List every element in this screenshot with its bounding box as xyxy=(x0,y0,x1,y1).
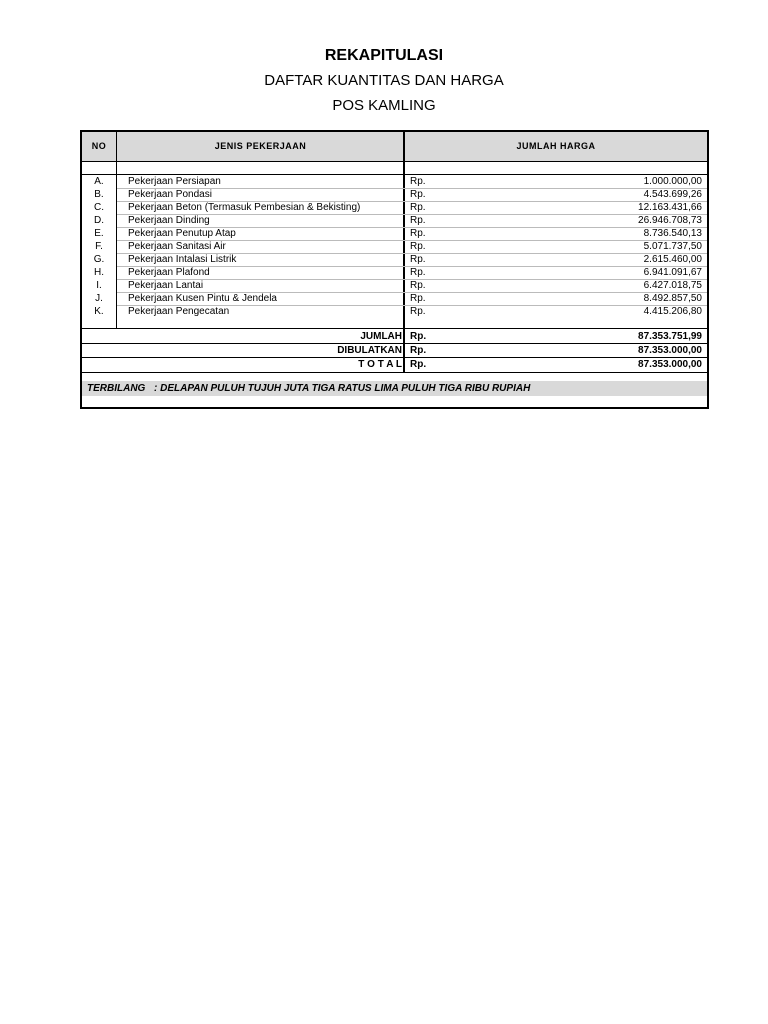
row-divider xyxy=(82,328,707,329)
project-name: POS KAMLING xyxy=(332,97,436,114)
row-number: E. xyxy=(94,228,104,239)
row-divider xyxy=(82,372,707,373)
row-number: A. xyxy=(94,176,104,187)
table-row xyxy=(82,201,707,214)
row-number: D. xyxy=(94,215,104,226)
summary-dibulatkan xyxy=(82,344,707,357)
row-number: H. xyxy=(94,267,104,278)
summary-jumlah xyxy=(82,330,707,343)
dibulatkan-amount: 87.353.000,00 xyxy=(638,345,702,356)
work-item-name: Pekerjaan Pondasi xyxy=(128,189,212,200)
currency-label: Rp. xyxy=(410,215,426,226)
currency-label: Rp. xyxy=(410,202,426,213)
currency-label: Rp. xyxy=(410,331,427,342)
item-amount: 8.492.857,50 xyxy=(643,293,702,304)
document-subtitle: DAFTAR KUANTITAS DAN HARGA xyxy=(264,72,504,89)
currency-label: Rp. xyxy=(410,293,426,304)
work-item-name: Pekerjaan Beton (Termasuk Pembesian & Bekisting) xyxy=(128,202,361,213)
table-row xyxy=(82,292,707,305)
item-amount: 12.163.431,66 xyxy=(638,202,702,213)
table-row xyxy=(82,175,707,188)
terbilang-row xyxy=(82,381,707,396)
total-label: T O T A L xyxy=(358,359,402,370)
currency-label: Rp. xyxy=(410,189,426,200)
currency-label: Rp. xyxy=(410,241,426,252)
row-number: J. xyxy=(95,293,103,304)
item-amount: 6.427.018,75 xyxy=(643,280,702,291)
row-number: K. xyxy=(94,306,104,317)
header-jumlah-harga: JUMLAH HARGA xyxy=(516,141,596,151)
table-row xyxy=(82,240,707,253)
table-row xyxy=(82,214,707,227)
item-amount: 2.615.460,00 xyxy=(643,254,702,265)
jumlah-amount: 87.353.751,99 xyxy=(638,331,702,342)
work-item-name: Pekerjaan Dinding xyxy=(128,215,210,226)
currency-label: Rp. xyxy=(410,254,426,265)
table-row xyxy=(82,253,707,266)
work-item-name: Pekerjaan Intalasi Listrik xyxy=(128,254,237,265)
table-row xyxy=(82,279,707,292)
work-item-name: Pekerjaan Pengecatan xyxy=(128,306,230,317)
item-amount: 4.415.206,80 xyxy=(643,306,702,317)
row-number: F. xyxy=(95,241,103,252)
table-row xyxy=(82,266,707,279)
table-row xyxy=(82,188,707,201)
currency-label: Rp. xyxy=(410,306,426,317)
item-amount: 26.946.708,73 xyxy=(638,215,702,226)
table-row xyxy=(82,305,707,318)
work-item-name: Pekerjaan Kusen Pintu & Jendela xyxy=(128,293,277,304)
document-title: REKAPITULASI xyxy=(324,47,444,64)
work-item-name: Pekerjaan Penutup Atap xyxy=(128,228,236,239)
terbilang-text: : DELAPAN PULUH TUJUH JUTA TIGA RATUS LIMA PULUH TIGA RIBU RUPIAH xyxy=(154,383,531,394)
header-jenis-pekerjaan: JENIS PEKERJAAN xyxy=(214,141,307,151)
row-divider xyxy=(82,174,707,175)
item-amount: 8.736.540,13 xyxy=(643,228,702,239)
work-item-name: Pekerjaan Sanitasi Air xyxy=(128,241,226,252)
item-amount: 5.071.737,50 xyxy=(643,241,702,252)
currency-label: Rp. xyxy=(410,176,426,187)
work-item-name: Pekerjaan Plafond xyxy=(128,267,210,278)
currency-label: Rp. xyxy=(410,345,427,356)
currency-label: Rp. xyxy=(410,267,426,278)
work-item-name: Pekerjaan Lantai xyxy=(128,280,204,291)
recap-table xyxy=(80,130,709,409)
table-row xyxy=(82,227,707,240)
row-number: C. xyxy=(94,202,104,213)
terbilang-label: TERBILANG xyxy=(87,383,146,394)
total-amount: 87.353.000,00 xyxy=(638,359,702,370)
currency-label: Rp. xyxy=(410,359,427,370)
table-header xyxy=(82,132,707,162)
item-amount: 1.000.000,00 xyxy=(643,176,702,187)
item-amount: 4.543.699,26 xyxy=(643,189,702,200)
dibulatkan-label: DIBULATKAN xyxy=(337,345,402,356)
currency-label: Rp. xyxy=(410,280,426,291)
row-number: G. xyxy=(93,254,105,265)
currency-label: Rp. xyxy=(410,228,426,239)
work-item-name: Pekerjaan Persiapan xyxy=(128,176,221,187)
row-number: B. xyxy=(94,189,104,200)
summary-total xyxy=(82,358,707,371)
row-number: I. xyxy=(96,280,102,291)
header-no: NO xyxy=(91,141,107,151)
item-amount: 6.941.091,67 xyxy=(643,267,702,278)
jumlah-label: JUMLAH xyxy=(360,331,402,342)
